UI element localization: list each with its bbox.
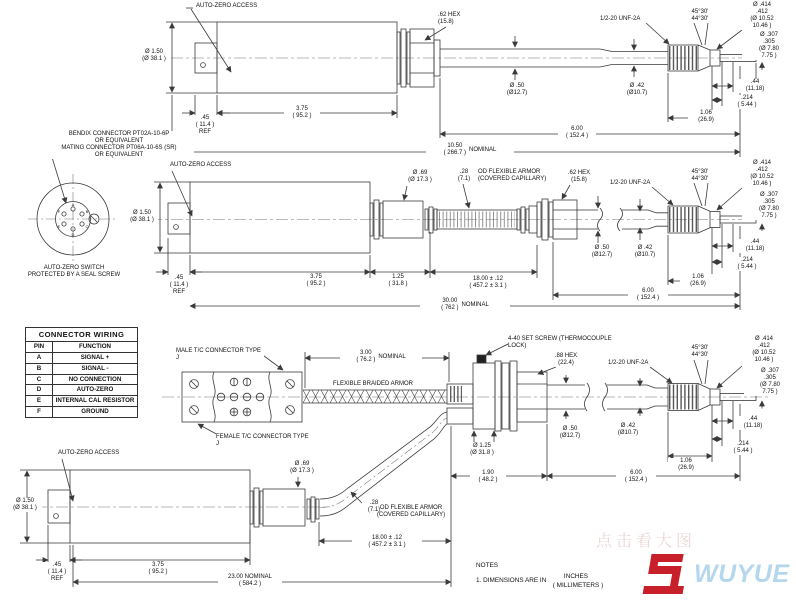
- dim-214: .214 ( 5.44 ): [730, 257, 764, 271]
- pin-cell: A: [26, 353, 53, 364]
- dim-45-ref: .45 ( 11.4 ) REF: [42, 562, 72, 583]
- pin-letter: D: [71, 232, 75, 237]
- callout-hex-62: .62 HEX (15.8): [562, 170, 596, 184]
- dim-dia-414: Ø .414 .412 (Ø 10.52 10.46 ): [732, 336, 796, 364]
- dim-44: .44 (11.18): [736, 416, 770, 430]
- dim-23-00-nominal: 23.00 NOMINAL ( 584.2 ): [218, 574, 282, 588]
- dim-45-ref: .45 ( 11.4 ) REF: [164, 275, 194, 296]
- dim-18-00: 18.00 ± .12 ( 457.2 ± 3.1 ): [352, 535, 422, 549]
- table-row: [26, 406, 138, 417]
- dim-44: .44 (11.18): [738, 79, 772, 93]
- table-row: [26, 374, 138, 385]
- callout-hex-88: .88 HEX (22.4): [548, 353, 584, 367]
- callout-set-screw: 4-40 SET SCREW (THERMOCOUPLE LOCK): [508, 336, 630, 350]
- dim-dia-1-25: Ø 1.25 (Ø 31.8 ): [462, 443, 502, 457]
- dim-3-00-nominal: [340, 350, 422, 364]
- dim-dia-50: Ø .50 (Ø12.7): [501, 83, 533, 97]
- dim-dia-42: Ø .42 (Ø10.7): [628, 245, 662, 259]
- dim-6-00: 6.00 ( 152.4 ): [558, 126, 596, 140]
- function-cell: INTERNAL CAL RESISTOR: [53, 396, 138, 407]
- pin-letter: B: [85, 209, 89, 214]
- dim-dia-414: Ø .414 .412 (Ø 10.52 10.46 ): [730, 160, 794, 188]
- dim-3-75: 3.75 ( 95.2 ): [140, 562, 176, 576]
- dim-dia-1-50: Ø 1.50 (Ø 38.1 ): [126, 210, 158, 224]
- callout-thread-unf: 1/2-20 UNF-2A: [600, 16, 648, 23]
- dim-dia-50: Ø .50 (Ø12.7): [554, 426, 586, 440]
- dim-45-ref: .45 ( 11.4 ) REF: [190, 115, 220, 136]
- dim-6-00: 6.00 ( 152.4 ): [616, 470, 656, 484]
- transducer-body: [217, 22, 397, 93]
- dim-suffix: NOMINAL: [469, 146, 497, 153]
- callout-hex-62: .62 HEX (15.8): [438, 12, 472, 26]
- connector-wiring-table: [25, 327, 138, 418]
- dim-suffix: NOMINAL: [378, 353, 406, 360]
- set-screw: [477, 355, 486, 363]
- callout-female-tc: FEMALE T/C CONNECTOR TYPE J: [216, 434, 309, 448]
- connector-face-view: [28, 174, 118, 264]
- notes-unit-millimeters: ( MILLIMETERS ): [548, 582, 608, 590]
- callout-flexible-armor: OD FLEXIBLE ARMOR (COVERED CAPILLARY): [478, 169, 554, 183]
- dim-dia-414: Ø .414 .412 (Ø 10.52 10.46 ): [730, 2, 794, 30]
- dim-dia-69: Ø .69 (Ø 17.3 ): [402, 170, 438, 184]
- dim-1-06: 1.06 (26.9): [668, 458, 704, 472]
- drawing-rigid-stem: [150, 8, 770, 157]
- dim-1-90: 1.90 ( 48.2 ): [470, 470, 506, 484]
- function-cell: GROUND: [53, 406, 138, 417]
- dim-10-50-nominal: [426, 143, 514, 157]
- transducer-body: [190, 182, 370, 253]
- col-header-pin: PIN: [26, 342, 53, 353]
- dim-dia-307: Ø .307 .305 (Ø 7.80 7.75 ): [742, 32, 796, 60]
- dim-dia-42: Ø .42 (Ø10.7): [620, 83, 654, 97]
- transducer-body: [70, 470, 250, 543]
- pin-cell: D: [26, 385, 53, 396]
- pin-cell: B: [26, 363, 53, 374]
- dim-armor-28: .28 (7.1): [362, 500, 386, 514]
- dim-chamfer-angle: 45°30' 44°30': [684, 169, 716, 183]
- dim-1-06: 1.06 (26.9): [680, 274, 716, 288]
- braided-armor: [303, 390, 447, 403]
- dim-214: .214 ( 5.44 ): [726, 441, 760, 455]
- table-row: [26, 363, 138, 374]
- table-title: CONNECTOR WIRING: [26, 328, 138, 342]
- callout-thread-unf: 1/2-20 UNF-2A: [608, 360, 656, 367]
- dim-dia-1-50: Ø 1.50 (Ø 38.1 ): [8, 498, 42, 512]
- dim-214: .214 ( 5.44 ): [730, 95, 764, 109]
- table-row: [26, 385, 138, 396]
- function-cell: SIGNAL +: [53, 353, 138, 364]
- dim-dia-307: Ø .307 .305 (Ø 7.80 7.75 ): [742, 192, 796, 220]
- dim-value: 3.00 ( 76.2 ): [356, 350, 376, 364]
- dim-18-00: 18.00 ± .12 ( 457.2 ± 3.1 ): [454, 276, 522, 290]
- notes-title: NOTES: [476, 562, 499, 569]
- dim-1-06: 1.06 (26.9): [688, 110, 724, 124]
- dim-chamfer-angle: 45°30' 44°30': [684, 9, 716, 23]
- watermark-text: 点击看大图: [596, 531, 697, 550]
- seal-screw: [201, 63, 206, 68]
- tc-head-body: [473, 363, 495, 429]
- pin-letter: C: [85, 224, 89, 229]
- callout-auto-zero-switch: AUTO-ZERO SWITCH PROTECTED BY A SEAL SCREW: [18, 265, 130, 279]
- callout-bendix-connector: BENDIX CONNECTOR PT02A-10-6P OR EQUIVALENT MATING CONNECTOR PT06A-10-6S (SR) OR EQUIVALENT: [44, 131, 194, 159]
- dim-chamfer-angle: 45°30' 44°30': [684, 345, 716, 359]
- pin-letter: F: [57, 209, 61, 214]
- function-cell: SIGNAL -: [53, 363, 138, 374]
- wuyue-logo-text: WUYUE: [694, 560, 790, 588]
- dim-dia-69: Ø .69 (Ø 17.3 ): [284, 461, 320, 475]
- pin-cell: C: [26, 374, 53, 385]
- callout-auto-zero-access: AUTO-ZERO ACCESS: [170, 162, 242, 169]
- dim-value: 30.00 ( 762 ): [441, 298, 459, 312]
- notes-unit-inches: INCHES: [556, 573, 596, 581]
- table-row: [26, 396, 138, 407]
- dim-armor-28: .28 (7.1): [452, 169, 476, 183]
- dim-1-25: 1.25 ( 31.8 ): [380, 274, 416, 288]
- notes-item-1: 1. DIMENSIONS ARE IN: [476, 577, 547, 584]
- function-cell: AUTO-ZERO: [53, 385, 138, 396]
- dim-3-75: 3.75 ( 95.2 ): [284, 106, 320, 120]
- pin-letter: E: [57, 224, 61, 229]
- callout-thread-unf: 1/2-20 UNF-2A: [610, 180, 658, 187]
- dim-value: 10.50 ( 266.7 ): [443, 143, 466, 157]
- dim-suffix: NOMINAL: [461, 301, 489, 308]
- dim-3-75: 3.75 ( 95.2 ): [298, 274, 334, 288]
- function-cell: NO CONNECTION: [53, 374, 138, 385]
- pin-letter: A: [71, 202, 75, 207]
- callout-flexible-armor: OD FLEXIBLE ARMOR (COVERED CAPILLARY): [376, 505, 446, 519]
- dim-dia-50: Ø .50 (Ø12.7): [586, 245, 618, 259]
- dim-dia-42: Ø .42 (Ø10.7): [610, 423, 646, 437]
- col-header-function: FUNCTION: [53, 342, 138, 353]
- drawing-bottom-body: [20, 459, 451, 587]
- callout-male-tc: MALE T/C CONNECTOR TYPE J: [176, 348, 264, 362]
- wuyue-logo-icon: [643, 554, 690, 594]
- dim-44: .44 (11.18): [738, 239, 772, 253]
- callout-auto-zero-access: AUTO-ZERO ACCESS: [196, 3, 268, 10]
- callout-braided-armor: FLEXIBLE BRAIDED ARMOR: [332, 381, 414, 387]
- dim-dia-1-50: Ø 1.50 (Ø 38.1 ): [138, 49, 170, 63]
- callout-auto-zero-access: AUTO-ZERO ACCESS: [58, 450, 130, 457]
- dim-dia-307: Ø .307 .305 (Ø 7.80 7.75 ): [744, 368, 796, 396]
- pin-cell: F: [26, 406, 53, 417]
- table-row: [26, 353, 138, 364]
- dim-30-00-nominal: [420, 298, 510, 312]
- pin-cell: E: [26, 396, 53, 407]
- dim-6-00: 6.00 ( 152.4 ): [628, 288, 668, 302]
